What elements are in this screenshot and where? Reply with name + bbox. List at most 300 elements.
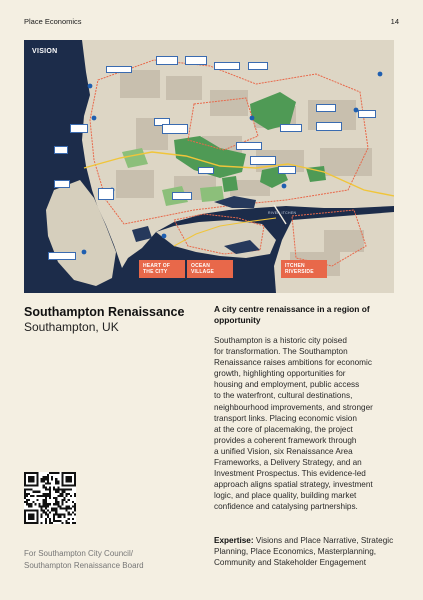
qr-module: [74, 522, 76, 524]
qr-module: [47, 503, 49, 505]
qr-module: [28, 476, 30, 478]
qr-module: [70, 489, 72, 491]
qr-module: [43, 478, 45, 480]
qr-module: [41, 514, 43, 516]
qr-module: [66, 472, 68, 474]
qr-module: [61, 514, 63, 516]
qr-module: [47, 482, 49, 484]
area-tag-line: OCEAN: [191, 263, 211, 269]
qr-module: [32, 516, 34, 518]
qr-module: [72, 472, 74, 474]
river-label: RIVER ITCHEN: [268, 211, 297, 215]
qr-module: [66, 505, 68, 507]
qr-module: [61, 472, 63, 474]
project-location: Southampton, UK: [24, 320, 119, 334]
qr-module: [57, 505, 59, 507]
section-title: Place Economics: [24, 17, 82, 26]
qr-module: [36, 482, 38, 484]
qr-module: [72, 505, 74, 507]
qr-module: [47, 493, 49, 495]
qr-module: [61, 491, 63, 493]
qr-module: [45, 501, 47, 503]
qr-module: [70, 472, 72, 474]
qr-module: [24, 509, 26, 511]
qr-module: [30, 514, 32, 516]
qr-module: [55, 482, 57, 484]
qr-module: [47, 505, 49, 507]
qr-module: [74, 507, 76, 509]
qr-module: [36, 474, 38, 476]
qr-module: [45, 503, 47, 505]
qr-module: [45, 518, 47, 520]
qr-module: [26, 495, 28, 497]
qr-module: [41, 507, 43, 509]
project-title: Southampton Renaissance: [24, 305, 185, 319]
qr-module: [43, 501, 45, 503]
qr-module: [45, 507, 47, 509]
qr-module: [43, 495, 45, 497]
qr-module: [28, 493, 30, 495]
qr-module: [57, 472, 59, 474]
qr-module: [36, 484, 38, 486]
qr-module: [32, 491, 34, 493]
qr-module: [72, 501, 74, 503]
qr-module: [24, 484, 26, 486]
qr-module: [28, 505, 30, 507]
qr-module: [45, 497, 47, 499]
qr-module: [61, 522, 63, 524]
qr-module: [43, 505, 45, 507]
qr-module: [51, 522, 53, 524]
qr-module: [32, 476, 34, 478]
qr-module: [36, 472, 38, 474]
qr-module: [61, 499, 63, 501]
qr-module: [49, 493, 51, 495]
qr-module: [68, 499, 70, 501]
qr-module: [74, 505, 76, 507]
qr-module: [53, 509, 55, 511]
qr-module: [55, 507, 57, 509]
qr-module: [28, 516, 30, 518]
qr-module: [49, 487, 51, 489]
qr-module: [53, 503, 55, 505]
qr-module: [39, 491, 41, 493]
qr-module: [55, 491, 57, 493]
qr-module: [30, 503, 32, 505]
qr-module: [64, 489, 66, 491]
area-tag-heart-of-the-city: [139, 260, 185, 278]
qr-module: [55, 520, 57, 522]
qr-module: [41, 478, 43, 480]
qr-module: [53, 487, 55, 489]
qr-module: [55, 509, 57, 511]
qr-module: [30, 509, 32, 511]
qr-module: [24, 516, 26, 518]
qr-module: [26, 493, 28, 495]
qr-module: [34, 503, 36, 505]
qr-module: [70, 478, 72, 480]
qr-module: [66, 522, 68, 524]
qr-module: [36, 480, 38, 482]
qr-module: [70, 484, 72, 486]
qr-module: [36, 478, 38, 480]
qr-module: [61, 480, 63, 482]
qr-module: [68, 507, 70, 509]
qr-module: [32, 484, 34, 486]
qr-module: [30, 476, 32, 478]
qr-module: [45, 495, 47, 497]
qr-module: [55, 512, 57, 514]
qr-module: [32, 495, 34, 497]
qr-module: [30, 484, 32, 486]
qr-module: [68, 505, 70, 507]
qr-module: [49, 497, 51, 499]
qr-module: [28, 480, 30, 482]
qr-module: [45, 514, 47, 516]
qr-module: [66, 478, 68, 480]
area-tag-ocean-village: [187, 260, 233, 278]
qr-module: [24, 482, 26, 484]
qr-module: [51, 472, 53, 474]
qr-module: [74, 474, 76, 476]
area-tag-line: ITCHEN: [285, 263, 305, 269]
qr-module: [32, 509, 34, 511]
qr-module: [59, 495, 61, 497]
qr-module: [72, 522, 74, 524]
qr-module: [43, 493, 45, 495]
qr-module: [49, 512, 51, 514]
qr-module: [36, 509, 38, 511]
qr-module: [61, 484, 63, 486]
qr-module: [28, 499, 30, 501]
qr-module: [49, 489, 51, 491]
qr-module: [34, 491, 36, 493]
qr-module: [49, 472, 51, 474]
qr-module: [53, 497, 55, 499]
qr-module: [72, 484, 74, 486]
qr-module: [43, 503, 45, 505]
qr-module: [64, 499, 66, 501]
qr-module: [32, 480, 34, 482]
qr-module: [61, 482, 63, 484]
qr-module: [49, 518, 51, 520]
qr-module: [55, 478, 57, 480]
qr-module: [45, 520, 47, 522]
qr-module: [70, 476, 72, 478]
qr-module: [28, 484, 30, 486]
qr-module: [47, 478, 49, 480]
qr-module: [68, 489, 70, 491]
qr-module: [55, 480, 57, 482]
qr-module: [45, 522, 47, 524]
qr-module: [36, 514, 38, 516]
qr-module: [59, 516, 61, 518]
qr-module: [24, 514, 26, 516]
qr-module: [45, 482, 47, 484]
qr-module: [24, 480, 26, 482]
qr-module: [26, 484, 28, 486]
expertise-text: Visions and Place Narrative, Strategic Planning, Place Economics, Masterplanning, Community and Stakeholder Engagement: [214, 536, 394, 567]
qr-module: [41, 516, 43, 518]
qr-module: [74, 495, 76, 497]
qr-module: [68, 514, 70, 516]
qr-module: [57, 491, 59, 493]
qr-module: [24, 491, 26, 493]
qr-code-icon[interactable]: [24, 472, 76, 524]
qr-module: [64, 516, 66, 518]
qr-module: [45, 512, 47, 514]
qr-module: [53, 514, 55, 516]
qr-module: [36, 476, 38, 478]
qr-module: [34, 522, 36, 524]
qr-module: [53, 516, 55, 518]
qr-module: [57, 501, 59, 503]
description-block: [214, 304, 396, 513]
qr-module: [28, 514, 30, 516]
qr-module: [41, 495, 43, 497]
qr-module: [28, 489, 30, 491]
qr-module: [57, 489, 59, 491]
qr-module: [49, 503, 51, 505]
qr-module: [47, 495, 49, 497]
qr-module: [45, 505, 47, 507]
qr-module: [26, 489, 28, 491]
qr-module: [61, 478, 63, 480]
qr-module: [72, 518, 74, 520]
qr-module: [41, 509, 43, 511]
qr-module: [34, 509, 36, 511]
area-tag-line: HEART OF: [143, 263, 171, 269]
qr-module: [61, 495, 63, 497]
qr-module: [28, 478, 30, 480]
qr-module: [30, 522, 32, 524]
qr-module: [30, 518, 32, 520]
qr-module: [68, 478, 70, 480]
qr-module: [59, 514, 61, 516]
qr-code-graphic: [24, 472, 76, 524]
client-line: For Southampton City Council/: [24, 549, 133, 558]
qr-module: [36, 516, 38, 518]
qr-module: [57, 503, 59, 505]
qr-module: [24, 478, 26, 480]
qr-module: [55, 499, 57, 501]
qr-module: [61, 476, 63, 478]
qr-module: [53, 489, 55, 491]
qr-module: [51, 507, 53, 509]
qr-module: [55, 501, 57, 503]
qr-module: [74, 478, 76, 480]
qr-module: [64, 497, 66, 499]
qr-module: [28, 509, 30, 511]
qr-module: [24, 518, 26, 520]
qr-module: [59, 507, 61, 509]
qr-module: [70, 480, 72, 482]
qr-module: [30, 505, 32, 507]
qr-module: [43, 509, 45, 511]
qr-module: [49, 491, 51, 493]
map-title: VISION: [32, 48, 58, 55]
qr-module: [43, 476, 45, 478]
qr-module: [64, 514, 66, 516]
qr-module: [24, 476, 26, 478]
qr-module: [74, 509, 76, 511]
qr-module: [24, 497, 26, 499]
qr-module: [55, 497, 57, 499]
qr-module: [30, 472, 32, 474]
qr-module: [32, 522, 34, 524]
qr-module: [66, 484, 68, 486]
qr-module: [34, 472, 36, 474]
qr-module: [55, 472, 57, 474]
qr-module: [61, 493, 63, 495]
qr-module: [32, 518, 34, 520]
qr-module: [55, 514, 57, 516]
qr-module: [41, 480, 43, 482]
qr-module: [45, 489, 47, 491]
qr-module: [43, 499, 45, 501]
qr-module: [57, 516, 59, 518]
qr-module: [57, 480, 59, 482]
client-credit: [24, 548, 194, 572]
qr-module: [32, 514, 34, 516]
page-header: [24, 17, 399, 29]
qr-module: [26, 501, 28, 503]
area-tag-line: RIVERSIDE: [285, 269, 314, 275]
qr-module: [41, 505, 43, 507]
qr-module: [57, 482, 59, 484]
qr-module: [39, 495, 41, 497]
qr-module: [51, 478, 53, 480]
qr-module: [26, 509, 28, 511]
qr-module: [32, 478, 34, 480]
qr-module: [26, 472, 28, 474]
qr-module: [57, 487, 59, 489]
qr-module: [70, 514, 72, 516]
qr-module: [36, 499, 38, 501]
qr-module: [53, 472, 55, 474]
qr-module: [70, 507, 72, 509]
qr-module: [45, 487, 47, 489]
qr-module: [64, 484, 66, 486]
qr-module: [53, 518, 55, 520]
qr-module: [53, 507, 55, 509]
qr-module: [39, 503, 41, 505]
area-tag-itchen-riverside: [281, 260, 327, 278]
expertise-block: [214, 536, 396, 568]
qr-module: [30, 516, 32, 518]
qr-module: [59, 505, 61, 507]
qr-module: [51, 476, 53, 478]
qr-module: [59, 493, 61, 495]
qr-module: [53, 520, 55, 522]
qr-module: [59, 489, 61, 491]
description-body: Southampton is a historic city poised for transformation. The Southampton Renaissance raises ambitions for economic growth, highlighting opportunities for housing and employment, public access to the waterfront, cultural destinations, neighbourhood improvements, and stronger transport links. Placing economic vision at the core of placemaking, the project provides a coherent framework through a unified Vision, six Renaissance Area Frameworks, a Delivery Strategy, and an Investment Prospectus. This evidence-led approach aligns spatial strategy, investment logic, and place quality, building market confidence and catalysing partnerships.: [214, 336, 373, 512]
qr-module: [30, 480, 32, 482]
qr-module: [74, 514, 76, 516]
qr-module: [70, 495, 72, 497]
qr-module: [68, 512, 70, 514]
qr-module: [49, 522, 51, 524]
qr-module: [66, 507, 68, 509]
qr-module: [66, 480, 68, 482]
expertise-label: Expertise:: [214, 536, 254, 545]
qr-module: [39, 505, 41, 507]
qr-module: [74, 476, 76, 478]
qr-module: [24, 495, 26, 497]
qr-module: [24, 489, 26, 491]
qr-module: [24, 520, 26, 522]
qr-module: [30, 489, 32, 491]
qr-module: [43, 487, 45, 489]
qr-module: [28, 503, 30, 505]
qr-module: [57, 520, 59, 522]
qr-module: [32, 501, 34, 503]
qr-module: [59, 520, 61, 522]
qr-module: [32, 472, 34, 474]
qr-module: [66, 509, 68, 511]
qr-module: [47, 514, 49, 516]
qr-module: [72, 512, 74, 514]
qr-module: [36, 518, 38, 520]
qr-module: [66, 501, 68, 503]
qr-module: [68, 518, 70, 520]
qr-module: [24, 522, 26, 524]
qr-module: [74, 484, 76, 486]
qr-module: [36, 491, 38, 493]
qr-module: [24, 501, 26, 503]
qr-module: [28, 472, 30, 474]
qr-module: [36, 522, 38, 524]
qr-module: [30, 478, 32, 480]
qr-module: [61, 507, 63, 509]
qr-module: [47, 516, 49, 518]
qr-module: [74, 503, 76, 505]
qr-module: [26, 522, 28, 524]
qr-module: [36, 520, 38, 522]
qr-module: [66, 476, 68, 478]
qr-module: [47, 474, 49, 476]
qr-module: [68, 480, 70, 482]
qr-module: [24, 512, 26, 514]
qr-module: [43, 480, 45, 482]
qr-module: [24, 474, 26, 476]
qr-module: [68, 472, 70, 474]
qr-module: [45, 478, 47, 480]
qr-module: [26, 499, 28, 501]
qr-module: [49, 482, 51, 484]
qr-module: [68, 493, 70, 495]
qr-module: [24, 472, 26, 474]
qr-module: [61, 474, 63, 476]
qr-module: [64, 472, 66, 474]
qr-module: [26, 503, 28, 505]
qr-module: [36, 495, 38, 497]
client-line: Southampton Renaissance Board: [24, 561, 144, 570]
qr-module: [51, 509, 53, 511]
qr-module: [36, 512, 38, 514]
qr-module: [49, 520, 51, 522]
page-number: 14: [390, 17, 399, 26]
qr-module: [61, 489, 63, 491]
qr-module: [28, 518, 30, 520]
qr-module: [66, 495, 68, 497]
qr-module: [55, 503, 57, 505]
qr-module: [66, 489, 68, 491]
qr-module: [66, 493, 68, 495]
vision-map: [24, 40, 394, 293]
qr-module: [45, 476, 47, 478]
qr-module: [43, 512, 45, 514]
